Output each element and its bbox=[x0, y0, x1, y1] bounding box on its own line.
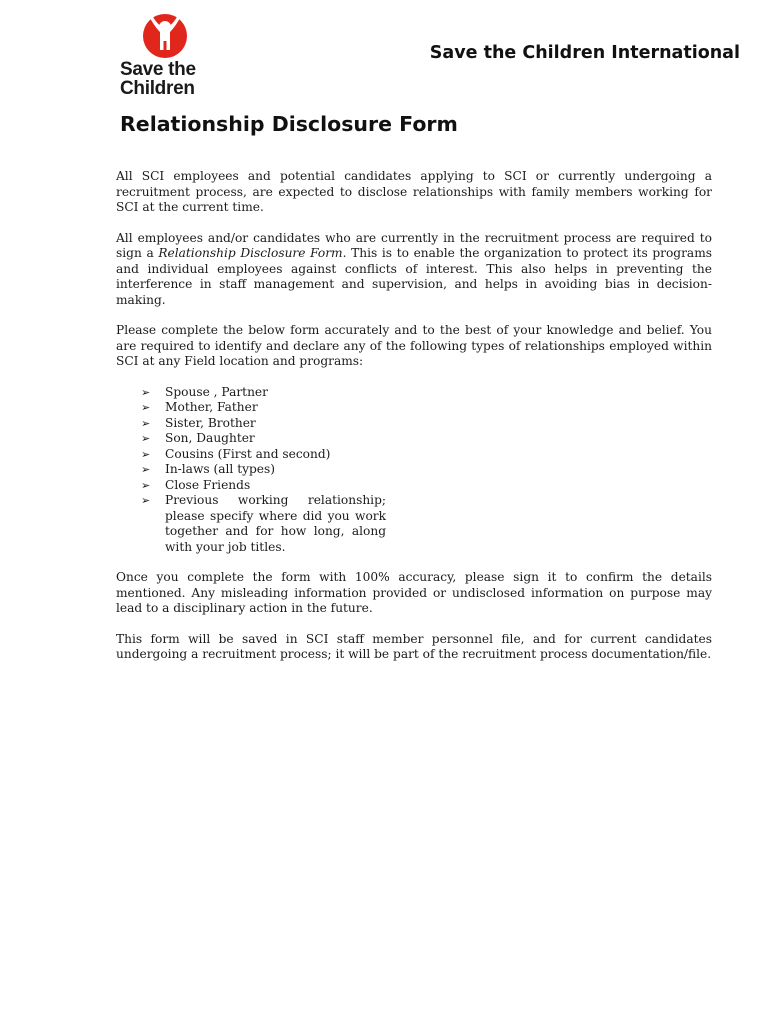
requirement-text-end: This is to enable the organization to protect its programs and individual employees against conflicts of interest. This also helps in preventing the interference in staff management and supervision, and helps in avoiding bias in decision-making. bbox=[116, 246, 713, 307]
list-item-text: Mother, Father bbox=[165, 400, 258, 414]
storage-paragraph: This form will be saved in SCI staff member personnel file, and for current candidates undergoing a recruitment process; it will be part of the recruitment process documentation/file. bbox=[116, 631, 712, 661]
arrow-bullet-icon: ➢ bbox=[141, 447, 151, 461]
arrow-bullet-icon: ➢ bbox=[141, 432, 151, 445]
arrow-bullet-icon: ➢ bbox=[141, 385, 151, 399]
arrow-bullet-icon: ➢ bbox=[141, 416, 151, 430]
intro-paragraph: All SCI employees and potential candidates applying to SCI or currently undergoing a recruitment process, are expected to disclose relationships with family members working for SCI at the current time. bbox=[116, 169, 712, 214]
arrow-bullet-icon: ➢ bbox=[141, 401, 151, 414]
arrow-bullet-icon: ➢ bbox=[141, 478, 151, 492]
list-item bbox=[141, 462, 386, 478]
instructions-paragraph: Please complete the below form accurately and to the best of your knowledge and belief. You are required to identify and declare any of the following types of relationships employed within SCI at any Field location and programs: bbox=[116, 323, 712, 368]
logo-wordmark bbox=[120, 60, 230, 98]
list-item-text: Sister, Brother bbox=[165, 415, 256, 430]
requirement-text-start: All employees and/or candidates who are currently in the recruitment process are required to sign a bbox=[116, 230, 712, 260]
requirement-paragraph bbox=[116, 231, 712, 309]
save-the-children-logo bbox=[118, 8, 218, 102]
list-item-text: Close Friends bbox=[165, 477, 251, 492]
list-item bbox=[141, 493, 386, 555]
list-item-text: Son, Daughter bbox=[165, 431, 255, 445]
logo-line-1: Save the bbox=[120, 59, 196, 80]
form-name-italic: Relationship Disclosure Form. bbox=[158, 246, 347, 260]
organization-title: Save the Children International bbox=[429, 43, 740, 63]
logo-line-2: Children bbox=[120, 78, 195, 99]
child-figure-icon bbox=[140, 10, 190, 60]
list-item bbox=[141, 400, 386, 416]
list-item bbox=[141, 385, 386, 401]
arrow-bullet-icon: ➢ bbox=[141, 463, 151, 476]
list-item-text: Previous working relationship; please specify where did you work together and for how long, along with your job titles. bbox=[165, 493, 386, 554]
list-item bbox=[141, 416, 386, 432]
accuracy-paragraph: Once you complete the form with 100% accuracy, please sign it to confirm the details mentioned. Any misleading information provided or undisclosed information on purpose may lead to a disciplinary action in the future. bbox=[116, 570, 712, 615]
list-item-text: Cousins (First and second) bbox=[165, 446, 331, 461]
form-body bbox=[116, 169, 712, 678]
list-item bbox=[141, 447, 386, 463]
relationship-types-list bbox=[116, 385, 386, 556]
list-item bbox=[141, 431, 386, 447]
list-item bbox=[141, 478, 386, 494]
page-title: Relationship Disclosure Form bbox=[120, 112, 458, 136]
arrow-bullet-icon: ➢ bbox=[141, 494, 151, 507]
list-item-text: Spouse , Partner bbox=[165, 384, 268, 399]
list-item-text: In-laws (all types) bbox=[165, 462, 276, 476]
